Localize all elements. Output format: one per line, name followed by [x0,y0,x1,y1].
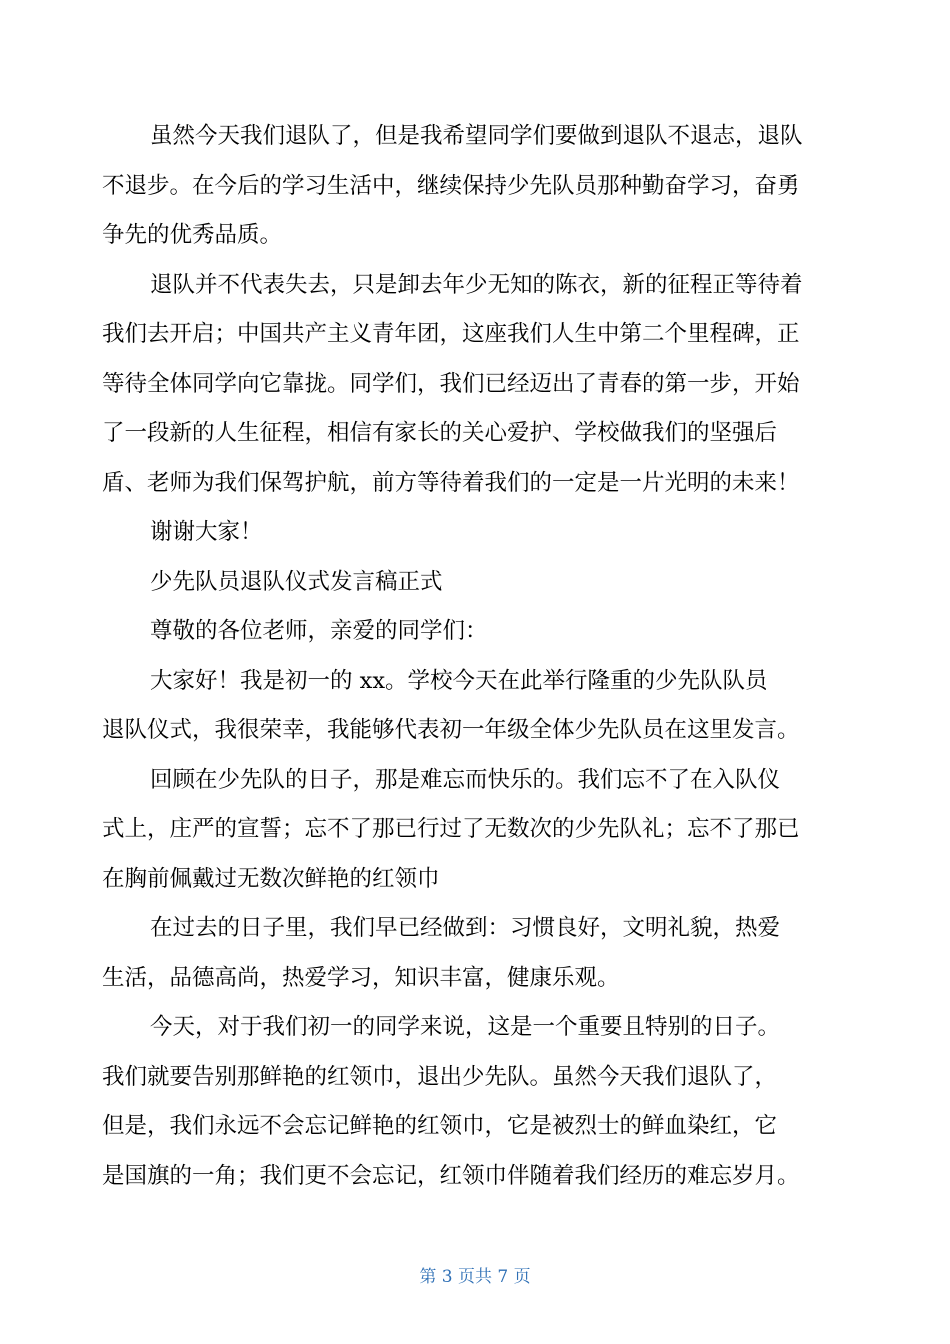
text-line: 虽然今天我们退队了，但是我希望同学们要做到退队不退志，退队 [150,123,803,149]
page-number-footer: 第 3 页共 7 页 [419,1267,531,1287]
salutation: 尊敬的各位老师，亲爱的同学们： [150,618,488,644]
text-line: 大家好！我是初一的 xx。学校今天在此举行隆重的少先队队员 [150,667,768,694]
document-body [102,112,850,1201]
closing-line: 谢谢大家！ [150,519,263,545]
text-line: 退队仪式，我很荣幸，我能够代表初一年级全体少先队员在这里发言。 [102,717,800,743]
text-line: 今天，对于我们初一的同学来说，这是一个重要且特别的日子。 [150,1014,781,1040]
text-line: 我们就要告别那鲜艳的红领巾，退出少先队。虽然今天我们退队了， [102,1063,778,1090]
text-line: 是国旗的一角；我们更不会忘记，红领巾伴随着我们经历的难忘岁月。 [102,1162,800,1189]
section-title: 少先队员退队仪式发言稿正式 [150,568,443,595]
text-line: 不退步。在今后的学习生活中，继续保持少先队员那种勤奋学习，奋勇 [102,172,800,199]
text-line: 退队并不代表失去，只是卸去年少无知的陈衣，新的征程正等待着 [150,271,803,298]
text-line: 但是，我们永远不会忘记鲜艳的红领巾，它是被烈士的鲜血染红，它 [102,1113,778,1139]
text-line: 我们去开启；中国共产主义青年团，这座我们人生中第二个里程碑，正 [102,321,800,347]
text-line: 了一段新的人生征程，相信有家长的关心爱护、学校做我们的坚强后 [102,420,778,446]
text-line: 在过去的日子里，我们早已经做到：习惯良好，文明礼貌，热爱 [150,915,781,941]
text-line: 回顾在少先队的日子，那是难忘而快乐的。我们忘不了在入队仪 [150,766,781,793]
text-line: 盾、老师为我们保驾护航，前方等待着我们的一定是一片光明的未来！ [102,469,800,496]
text-line: 生活，品德高尚，热爱学习，知识丰富，健康乐观。 [102,964,620,991]
text-line: 等待全体同学向它靠拢。同学们，我们已经迈出了青春的第一步，开始 [102,370,800,397]
text-line: 在胸前佩戴过无数次鲜艳的红领巾 [102,865,440,892]
text-line: 式上，庄严的宣誓；忘不了那已行过了无数次的少先队礼；忘不了那已 [102,816,800,842]
text-line: 争先的优秀品质。 [102,222,283,248]
